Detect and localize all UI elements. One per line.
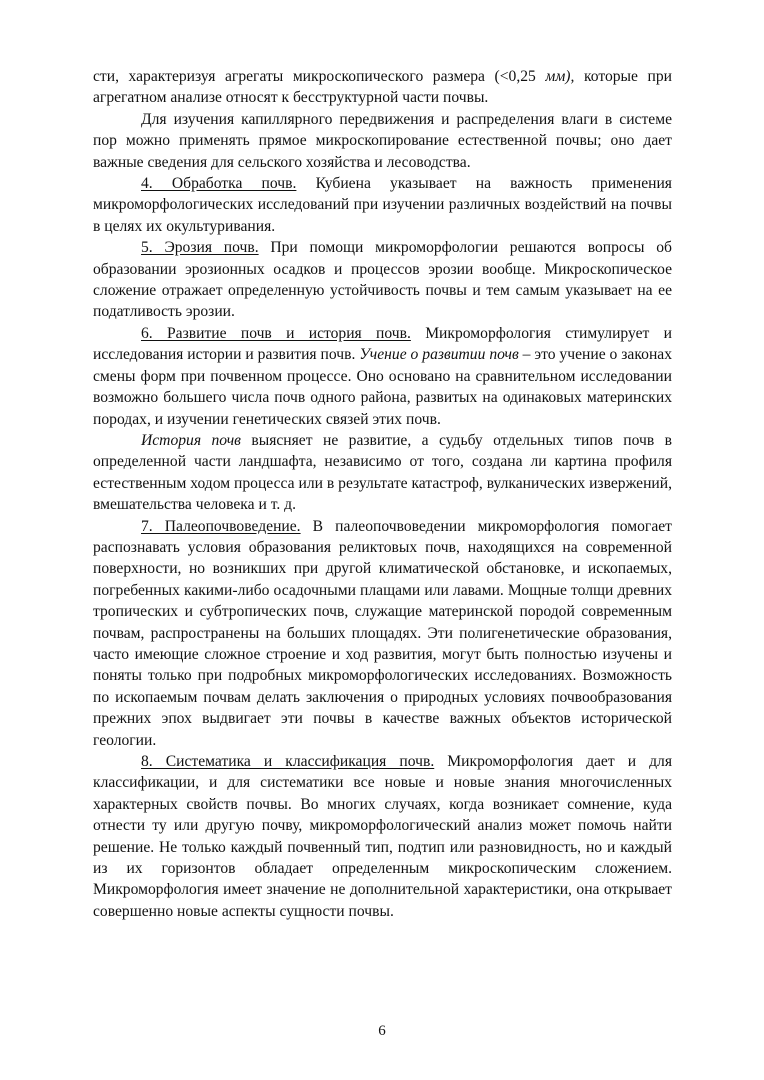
section-heading: 5. Эрозия почв. [141,239,259,257]
section-heading: 4. Обработка почв. [141,175,297,193]
paragraph-text: Микроморфология стимулирует и исследования истории и развития почв. [93,324,672,364]
section-heading: 8. Систематика и классификация почв. [141,753,435,770]
paragraph-text: которые при агрегатном анализе относят к бесструктурной части почвы. [93,68,672,107]
italic-term: Учение о развитии почв [359,346,519,364]
paragraph-text: Кубиена указывает на важность применения микроморфологических исследований при изучении различных воздействий на почвы в целях их окультуривания. [93,175,672,235]
paragraph [93,237,672,323]
section-heading: 7. Палеопочвоведение. [141,517,301,535]
page-body [93,66,672,922]
paragraph-text: В палеопочвоведении микроморфология помогает распознавать условия образования реликтовых почв, находящихся на современной поверхности, но возникших при другой климатической обстановке, и ископаемых, погребенных какими-либо осадочными плащами или лавами. Мощные толщи древних тропических и субтропических почв, служащие материнской породой современным почвам, распространены на больших площадях. Эти полигенетические образования, часто имеющие сложное строение и ход развития, могут быть полностью изучены и поняты только при подробных микроморфологических исследованиях. Возможность по ископаемым почвам делать заключения о природных условиях почвообразования прежних эпох выдвигает эти почвы в качестве важных объектов исторической геологии. [93,517,672,749]
paragraph-text: Для изучения капиллярного передвижения и распределения влаги в системе пор можно применять прямое микроскопирование естественной почвы; оно дает важные сведения для сельского хозяйства и лесоводства. [93,110,672,171]
paragraph [93,516,672,751]
page-number: 6 [378,1023,386,1039]
paragraph [93,751,672,922]
paragraph [93,109,672,173]
italic-term: История почв [141,431,241,449]
italic-term: мм), [545,68,575,85]
paragraph-text: выясняет не развитие, а судьбу отдельных типов почв в определенной части ландшафта, независимо от того, создана ли картина профиля естественным ходом процесса или в результате катастроф, вулканических извержений, вмешательства человека и т. д. [93,431,672,514]
section-heading: 6. Развитие почв и история почв. [141,324,411,342]
paragraph [93,430,672,516]
paragraph-text: сти, характеризуя агрегаты микроскопического размера (<0,25 [93,68,546,85]
paragraph [93,323,672,430]
paragraph [93,66,672,109]
paragraph-text: Микроморфология дает и для классификации, и для систематики все новые и новые знания многочисленных характерных свойств почвы. Во многих случаях, когда возникает сомнение, куда отнести ту или другую почву, микроморфологический анализ может помочь найти решение. Не только каждый почвенный тип, подтип или разновидность, но и каждый из их горизонтов обладает определенным микроскопическим сложением. Микроморфология имеет значение не дополнительной характеристики, она открывает совершенно новые аспекты сущности почвы. [93,753,672,920]
paragraph [93,173,672,237]
paragraph-text: При помощи микроморфологии решаются вопросы об образовании эрозионных осадков и процессов эрозии вообще. Микроскопическое сложение отражает определенную устойчивость почвы и тем самым указывает на ее податливость эрозии. [93,239,672,321]
paragraph-text: – это учение о законах смены форм при почвенном процессе. Оно основано на сравнительном исследовании возможно большего числа почв одного района, развитых на одинаковых материнских породах, и изучении генетических связей этих почв. [93,346,673,428]
